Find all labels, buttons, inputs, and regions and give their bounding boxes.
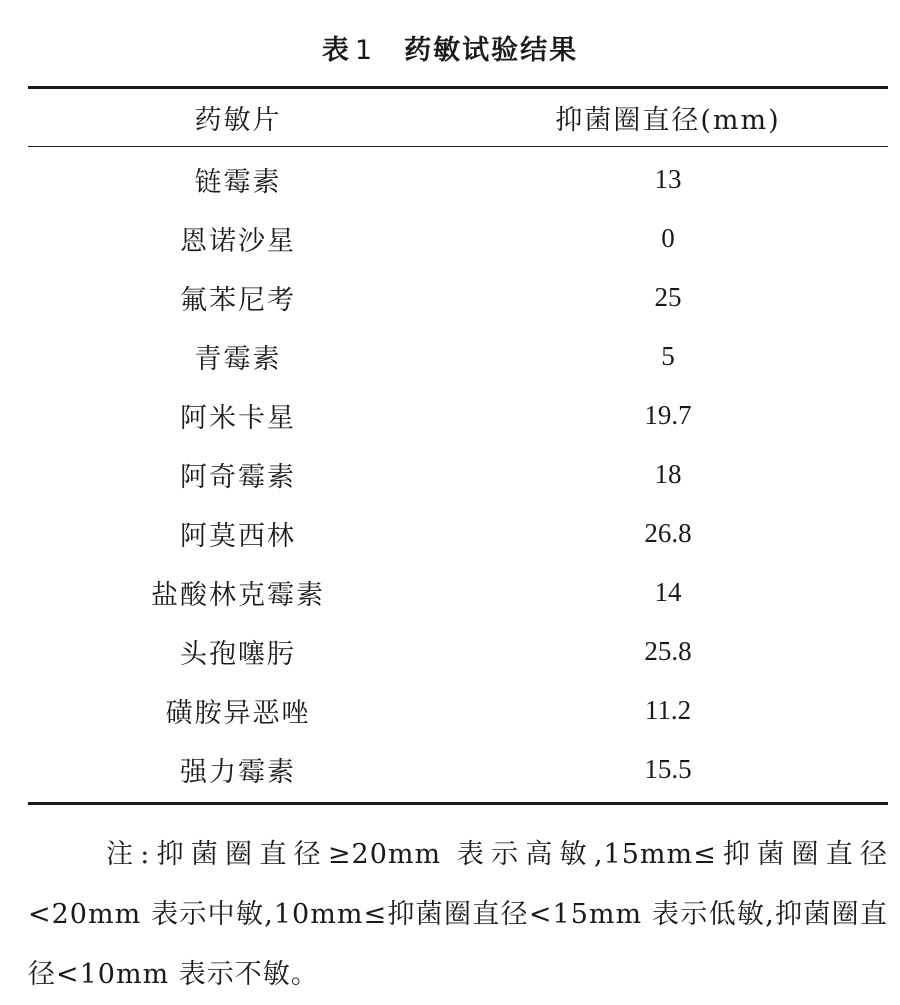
table-row xyxy=(28,563,888,622)
cell-diameter: 15.5 xyxy=(644,754,692,784)
cell-drug: 阿奇霉素 xyxy=(180,462,296,493)
table-row xyxy=(28,681,888,740)
cell-diameter: 13 xyxy=(654,164,682,194)
cell-diameter: 25.8 xyxy=(644,636,692,666)
cell-diameter: 5 xyxy=(661,341,675,371)
table-caption-number: 1 xyxy=(354,35,375,66)
cell-drug: 阿米卡星 xyxy=(180,403,296,434)
table-row xyxy=(28,622,888,681)
table-note: 注:抑菌圈直径≥20mm 表示高敏,15mm≤抑菌圈直径<20mm 表示中敏,10mm≤抑菌圈直径<15mm 表示低敏,抑菌圈直径<10mm 表示不敏。 xyxy=(28,839,888,990)
cell-drug: 阿莫西林 xyxy=(180,521,296,552)
table-row xyxy=(28,445,888,504)
cell-drug: 氟苯尼考 xyxy=(180,285,296,316)
table-row xyxy=(28,504,888,563)
table-row xyxy=(28,740,888,799)
cell-diameter: 26.8 xyxy=(644,518,692,548)
cell-diameter: 11.2 xyxy=(644,695,692,725)
table-row xyxy=(28,327,888,386)
table-header-rule xyxy=(28,146,888,147)
cell-drug: 强力霉素 xyxy=(180,757,296,788)
cell-drug: 盐酸林克霉素 xyxy=(151,580,325,611)
cell-diameter: 0 xyxy=(661,223,675,253)
header-drug: 药敏片 xyxy=(194,105,282,136)
header-diameter: 抑菌圈直径(mm) xyxy=(555,105,781,136)
cell-drug: 恩诺沙星 xyxy=(180,226,296,257)
table-row xyxy=(28,386,888,445)
cell-drug: 青霉素 xyxy=(194,344,282,375)
table-row xyxy=(28,209,888,268)
cell-drug: 磺胺异恶唑 xyxy=(165,698,311,729)
table-row xyxy=(28,268,888,327)
table-caption xyxy=(0,28,900,67)
cell-drug: 链霉素 xyxy=(194,167,282,198)
cell-drug: 头孢噻肟 xyxy=(180,639,296,670)
cell-diameter: 14 xyxy=(654,577,682,607)
cell-diameter: 19.7 xyxy=(644,400,692,430)
table-bottom-rule xyxy=(28,802,888,805)
table-row xyxy=(28,150,888,209)
table-header-row xyxy=(28,89,888,146)
cell-diameter: 18 xyxy=(654,459,682,489)
table-caption-prefix: 表 xyxy=(321,35,351,66)
cell-diameter: 25 xyxy=(654,282,682,312)
table-caption-text: 药敏试验结果 xyxy=(404,35,579,66)
